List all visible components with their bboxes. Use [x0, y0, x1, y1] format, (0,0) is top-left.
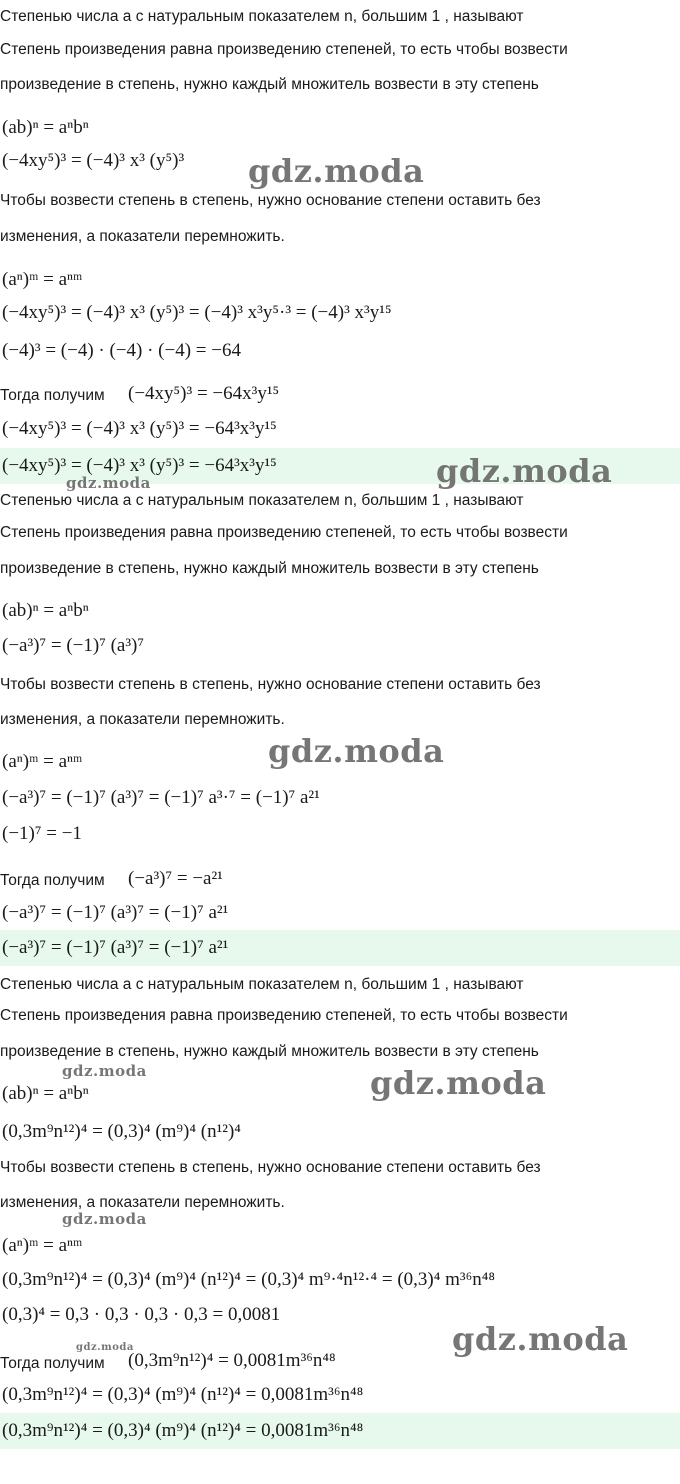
step-evaluate-coefficient: (−1)⁷ = −1 [2, 823, 82, 844]
then-expression: (0,3m⁹n¹²)⁴ = 0,0081m³⁶n⁴⁸ [128, 1350, 336, 1371]
rule-product-line1: Степень произведения равна произведению степеней, то есть чтобы возвести [0, 1007, 568, 1024]
then-label: Тогда получим [0, 387, 105, 404]
rule-power-line1: Чтобы возвести степень в степень, нужно основание степени оставить без [0, 676, 541, 693]
watermark-logo: gdz.moda [436, 452, 613, 490]
step-expand-product: (−a³)⁷ = (−1)⁷ (a³)⁷ [2, 635, 144, 656]
rule-power-line1: Чтобы возвести степень в степень, нужно основание степени оставить без [0, 1159, 541, 1176]
intro-text: Степенью числа a с натуральным показателем n, большим 1 , называют [0, 976, 524, 993]
formula-product-power: (ab)ⁿ = aⁿbⁿ [2, 600, 89, 621]
watermark-logo: gdz.moda [76, 1342, 134, 1353]
rule-product-line2: произведение в степень, нужно каждый множитель возвести в эту степень [0, 76, 539, 93]
formula-product-power: (ab)ⁿ = aⁿbⁿ [2, 1083, 89, 1104]
watermark-logo: gdz.moda [62, 1062, 147, 1080]
watermark-logo: gdz.moda [248, 152, 425, 190]
rule-product-line2: произведение в степень, нужно каждый множитель возвести в эту степень [0, 560, 539, 577]
step-multiply-exponents: (−4xy⁵)³ = (−4)³ x³ (y⁵)³ = (−4)³ x³y⁵·³ = (−4)³ x³y¹⁵ [2, 302, 392, 323]
step-multiply-exponents: (0,3m⁹n¹²)⁴ = (0,3)⁴ (m⁹)⁴ (n¹²)⁴ = (0,3)⁴ m⁹·⁴n¹²·⁴ = (0,3)⁴ m³⁶n⁴⁸ [2, 1269, 495, 1290]
then-label: Тогда получим [0, 1355, 105, 1372]
rule-power-line2: изменения, а показатели перемножить. [0, 228, 285, 245]
rule-product-line1: Степень произведения равна произведению степеней, то есть чтобы возвести [0, 524, 568, 541]
step-evaluate-coefficient: (0,3)⁴ = 0,3 · 0,3 · 0,3 · 0,3 = 0,0081 [2, 1304, 281, 1325]
answer-line: (−a³)⁷ = (−1)⁷ (a³)⁷ = (−1)⁷ a²¹ [2, 937, 229, 958]
step-expand-product: (−4xy⁵)³ = (−4)³ x³ (y⁵)³ [2, 150, 185, 171]
rule-product-line2: произведение в степень, нужно каждый множитель возвести в эту степень [0, 1043, 539, 1060]
result-line: (0,3m⁹n¹²)⁴ = (0,3)⁴ (m⁹)⁴ (n¹²)⁴ = 0,0081m³⁶n⁴⁸ [2, 1384, 364, 1405]
then-expression: (−4xy⁵)³ = −64x³y¹⁵ [128, 383, 280, 404]
formula-product-power: (ab)ⁿ = aⁿbⁿ [2, 117, 89, 138]
step-expand-product: (0,3m⁹n¹²)⁴ = (0,3)⁴ (m⁹)⁴ (n¹²)⁴ [2, 1121, 241, 1142]
result-line: (−a³)⁷ = (−1)⁷ (a³)⁷ = (−1)⁷ a²¹ [2, 902, 229, 923]
formula-power-of-power: (aⁿ)ᵐ = aⁿᵐ [2, 1235, 83, 1256]
formula-power-of-power: (aⁿ)ᵐ = aⁿᵐ [2, 269, 83, 290]
rule-power-line2: изменения, а показатели перемножить. [0, 711, 285, 728]
rule-product-line1: Степень произведения равна произведению степеней, то есть чтобы возвести [0, 41, 568, 58]
rule-power-line2: изменения, а показатели перемножить. [0, 1194, 285, 1211]
answer-line: (0,3m⁹n¹²)⁴ = (0,3)⁴ (m⁹)⁴ (n¹²)⁴ = 0,0081m³⁶n⁴⁸ [2, 1420, 364, 1441]
then-label: Тогда получим [0, 872, 105, 889]
step-multiply-exponents: (−a³)⁷ = (−1)⁷ (a³)⁷ = (−1)⁷ a³·⁷ = (−1)⁷ a²¹ [2, 787, 320, 808]
result-line: (−4xy⁵)³ = (−4)³ x³ (y⁵)³ = −64³x³y¹⁵ [2, 418, 277, 439]
then-expression: (−a³)⁷ = −a²¹ [128, 868, 223, 889]
intro-text: Степенью числа a с натуральным показателем n, большим 1 , называют [0, 8, 524, 25]
rule-power-line1: Чтобы возвести степень в степень, нужно основание степени оставить без [0, 192, 541, 209]
watermark-logo: gdz.moda [62, 1210, 147, 1228]
intro-text: Степенью числа a с натуральным показателем n, большим 1 , называют [0, 492, 524, 509]
watermark-logo: gdz.moda [370, 1064, 547, 1102]
answer-line: (−4xy⁵)³ = (−4)³ x³ (y⁵)³ = −64³x³y¹⁵ [2, 455, 277, 476]
watermark-logo: gdz.moda [66, 474, 151, 492]
step-evaluate-coefficient: (−4)³ = (−4) · (−4) · (−4) = −64 [2, 340, 241, 361]
watermark-logo: gdz.moda [452, 1320, 629, 1358]
watermark-logo: gdz.moda [268, 732, 445, 770]
formula-power-of-power: (aⁿ)ᵐ = aⁿᵐ [2, 751, 83, 772]
